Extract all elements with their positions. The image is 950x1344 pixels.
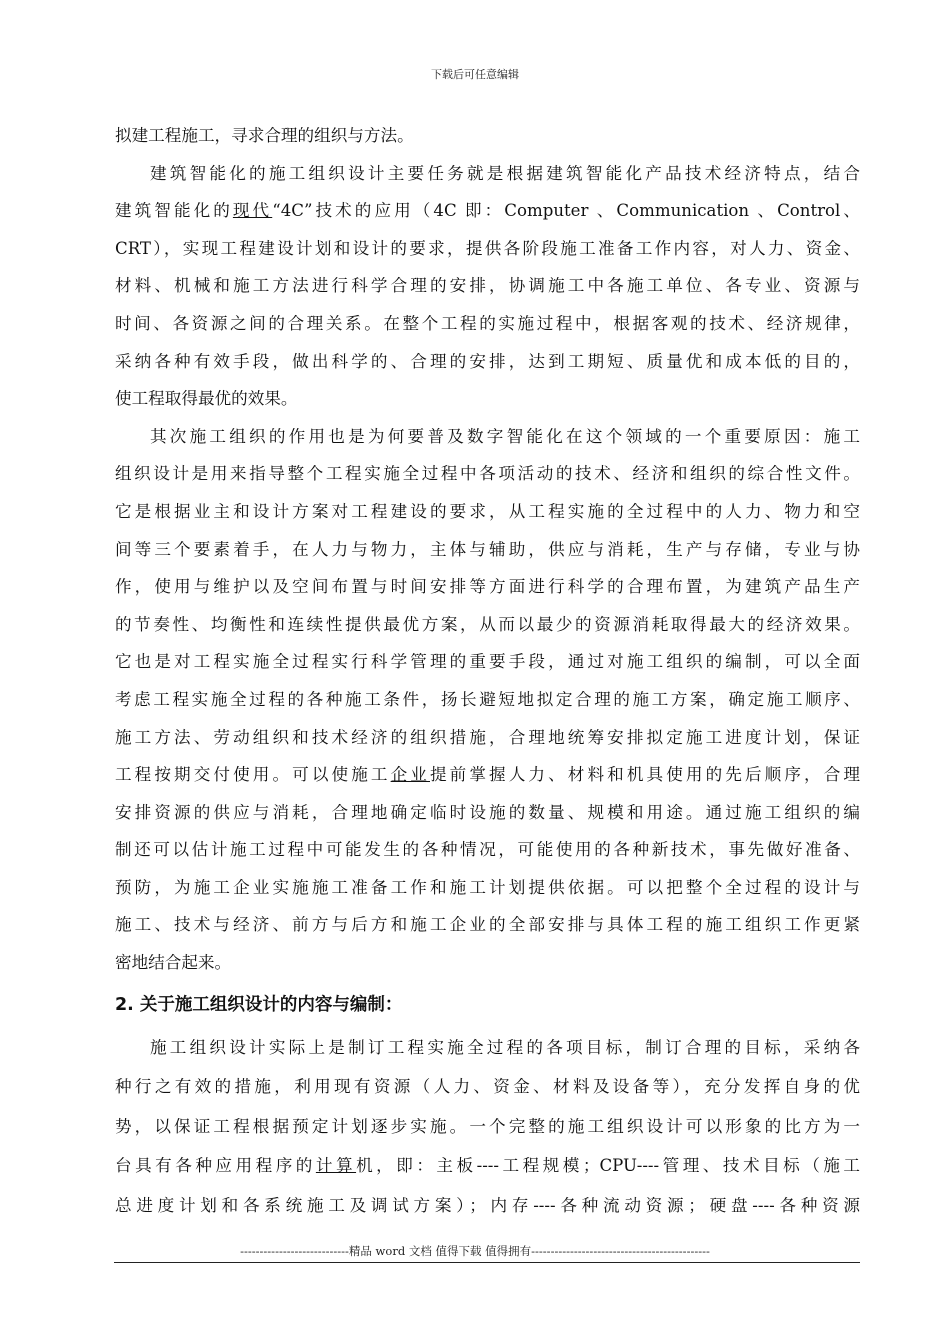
text-line: 势，以保证工程根据预定计划逐步实施。一个完整的施工组织设计可以形象的比方为一 [115, 1116, 860, 1136]
section-heading: 2. 关于施工组织设计的内容与编制： [115, 994, 403, 1015]
paragraph-4 [115, 1028, 860, 1226]
text-segment: 台具有各种应用程序的 [115, 1156, 316, 1176]
document-body [115, 117, 860, 1225]
text-line: 的节奏性、均衡性和连续性提供最优方案，从而以最少的资源消耗取得最大的经济效果。 [115, 614, 860, 634]
paragraph-1 [115, 117, 860, 155]
text-line: 施工组织设计实际上是制订工程实施全过程的各项目标，制订合理的目标，采纳各 [150, 1037, 860, 1057]
link-qiye[interactable]: 企业 [390, 765, 430, 785]
text-line: 组织设计是用来指导整个工程实施全过程中各项活动的技术、经济和组织的综合性文件。 [115, 464, 860, 484]
text-line: 时间、各资源之间的合理关系。在整个工程的实施过程中，根据客观的技术、经济规律， [115, 313, 860, 333]
text-line: 建筑智能化的施工组织设计主要任务就是根据建筑智能化产品技术经济特点，结合 [150, 163, 860, 183]
text-segment: “4C”技术的应用（4C 即：Computer 、Communication 、Control、 [272, 201, 860, 221]
paragraph-3 [115, 418, 860, 982]
text-line: 材料、机械和施工方法进行科学合理的安排，协调施工中各施工单位、各专业、资源与 [115, 276, 860, 296]
text-line: 种行之有效的措施，利用现有资源（人力、资金、材料及设备等），充分发挥自身的优 [115, 1077, 860, 1097]
page-footer: ----------------------------精品 word 文档 值得下载 值得拥有---------------------------------------------- [240, 1244, 710, 1258]
text-line: 密地结合起来。 [115, 953, 232, 973]
paragraph-2 [115, 155, 860, 418]
text-line: 考虑工程实施全过程的各种施工条件，扬长避短地拟定合理的施工方案，确定施工顺序、 [115, 689, 860, 709]
footer-divider [114, 1262, 860, 1263]
text-line: 作，使用与维护以及空间布置与时间安排等方面进行科学的合理布置，为建筑产品生产 [115, 577, 860, 597]
text-line [115, 756, 860, 794]
text-segment: 机，即：主板----工程规模；CPU----管理、技术目标（施工 [356, 1156, 860, 1176]
text-line: 施工、技术与经济、前方与后方和施工企业的全部安排与具体工程的施工组织工作更紧 [115, 915, 860, 935]
text-line [115, 1146, 860, 1186]
link-jisuan[interactable]: 计算 [315, 1156, 357, 1176]
text-line: 采纳各种有效手段，做出科学的、合理的安排，达到工期短、质量优和成本低的目的， [115, 351, 860, 371]
text-line: 总进度计划和各系统施工及调试方案）；内存----各种流动资源；硬盘----各种资源 [115, 1195, 860, 1215]
text-line: CRT），实现工程建设计划和设计的要求，提供各阶段施工准备工作内容，对人力、资金、 [115, 238, 860, 258]
text-line: 其次施工组织的作用也是为何要普及数字智能化在这个领域的一个重要原因：施工 [150, 426, 860, 446]
page-header: 下载后可任意编辑 [431, 68, 519, 81]
text-line: 施工方法、劳动组织和技术经济的组织措施，合理地统筹安排拟定施工进度计划，保证 [115, 727, 860, 747]
text-segment: 提前掌握人力、材料和机具使用的先后顺序，合理 [430, 765, 860, 785]
text-line [115, 192, 860, 230]
text-line: 间等三个要素着手，在人力与物力，主体与辅助，供应与消耗，生产与存储，专业与协 [115, 539, 860, 559]
text-line: 使工程取得最优的效果。 [115, 389, 298, 409]
text-line: 制还可以估计施工过程中可能发生的各种情况，可能使用的各种新技术，事先做好准备、 [115, 840, 860, 860]
text-line: 它也是对工程实施全过程实行科学管理的重要手段，通过对施工组织的编制，可以全面 [115, 652, 860, 672]
text-segment: 工程按期交付使用。可以使施工 [115, 765, 391, 785]
text-line: 预防，为施工企业实施施工准备工作和施工计划提供依据。可以把整个全过程的设计与 [115, 877, 860, 897]
text-line: 它是根据业主和设计方案对工程建设的要求，从工程实施的全过程中的人力、物力和空 [115, 501, 860, 521]
text-line: 安排资源的供应与消耗，合理地确定临时设施的数量、规模和用途。通过施工组织的编 [115, 802, 860, 822]
link-xiandai[interactable]: 现代 [232, 201, 273, 221]
text-segment: 建筑智能化的 [115, 201, 233, 221]
text-line: 拟建工程施工，寻求合理的组织与方法。 [115, 126, 414, 145]
